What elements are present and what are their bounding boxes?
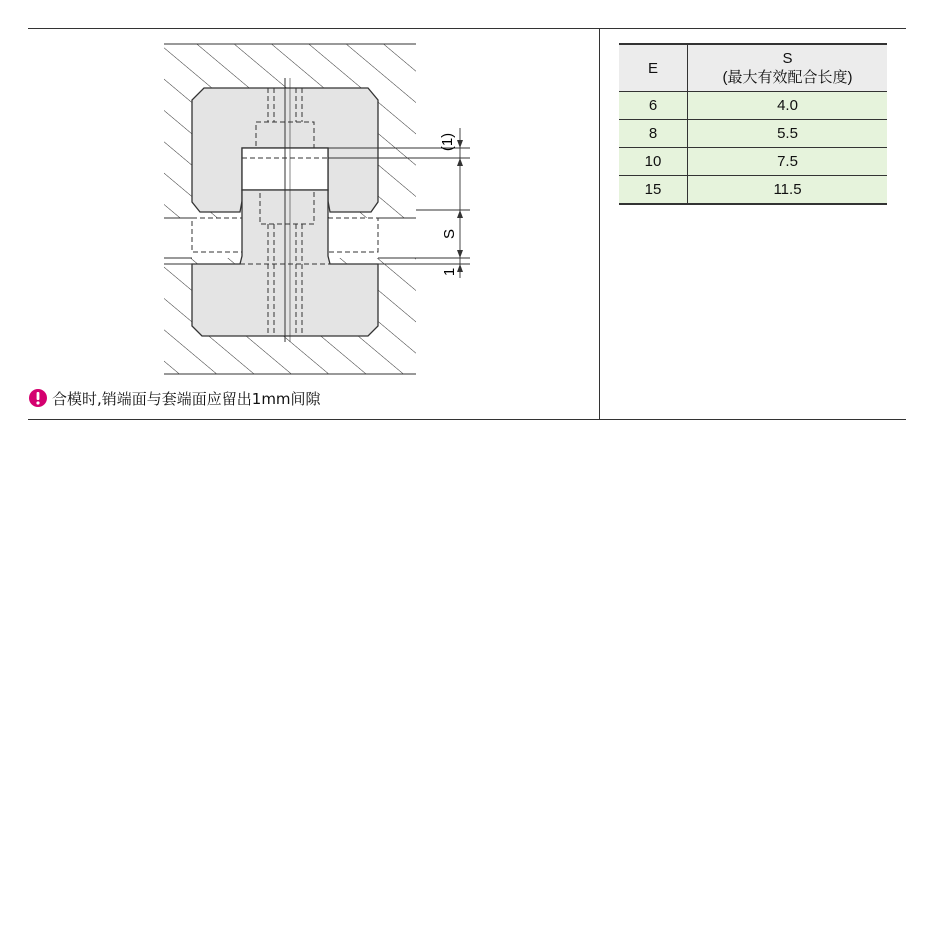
table-row — [619, 120, 887, 148]
cell-e: 6 — [619, 92, 688, 120]
dimension-label-s: S — [441, 228, 458, 240]
clearance-note — [28, 387, 321, 409]
cell-e: 10 — [619, 148, 688, 176]
cell-s: 11.5 — [688, 176, 888, 205]
header-s — [688, 44, 888, 92]
clearance-note-text: 合模时,销端面与套端面应留出1mm间隙 — [52, 389, 321, 408]
cell-e: 8 — [619, 120, 688, 148]
header-s-line1: S — [782, 50, 793, 67]
pin-bushing-cross-section-diagram — [28, 28, 599, 420]
table-row — [619, 148, 887, 176]
header-s-line2: (最大有效配合长度) — [722, 69, 853, 86]
cell-s: 4.0 — [688, 92, 888, 120]
cell-s: 5.5 — [688, 120, 888, 148]
cell-e: 15 — [619, 176, 688, 205]
content-frame — [28, 28, 906, 420]
fit-length-table — [619, 43, 887, 205]
warning-icon — [28, 388, 48, 408]
column-separator — [599, 28, 600, 420]
dimension-label-top: (1) — [439, 132, 456, 152]
table-header-row — [619, 44, 887, 92]
table-row — [619, 176, 887, 205]
header-e: E — [619, 44, 688, 92]
cell-s: 7.5 — [688, 148, 888, 176]
table-row — [619, 92, 887, 120]
dimension-label-one: 1 — [441, 267, 458, 277]
